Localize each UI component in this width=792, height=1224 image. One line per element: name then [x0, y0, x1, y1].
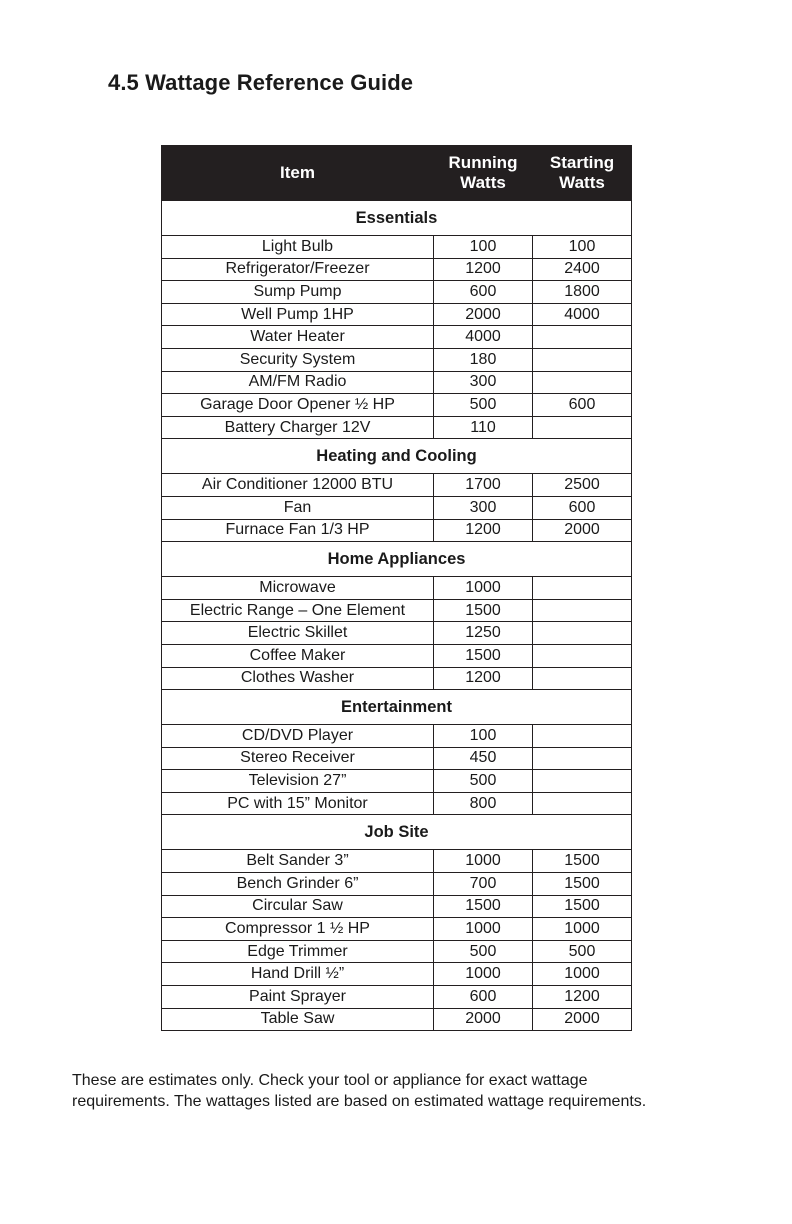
- section-row: [162, 815, 632, 850]
- cell-running-watts: 1500: [434, 599, 533, 622]
- section-row: [162, 542, 632, 577]
- cell-item: Fan: [162, 496, 434, 519]
- cell-running-watts: 700: [434, 873, 533, 896]
- header-running-line1: Running: [448, 153, 518, 172]
- cell-item: Coffee Maker: [162, 644, 434, 667]
- cell-item: Edge Trimmer: [162, 940, 434, 963]
- cell-item: Microwave: [162, 577, 434, 600]
- cell-item: Well Pump 1HP: [162, 303, 434, 326]
- table-row: [162, 873, 632, 896]
- cell-item: Table Saw: [162, 1008, 434, 1031]
- cell-starting-watts: [533, 599, 632, 622]
- cell-item: Battery Charger 12V: [162, 416, 434, 439]
- footnote-line: These are estimates only. Check your tool or appliance for exact wattage: [72, 1072, 588, 1089]
- cell-item: Sump Pump: [162, 281, 434, 304]
- section-title: Essentials: [162, 201, 632, 236]
- table-row: [162, 1008, 632, 1031]
- table-row: [162, 348, 632, 371]
- section-title: Home Appliances: [162, 542, 632, 577]
- cell-starting-watts: 1500: [533, 895, 632, 918]
- cell-starting-watts: [533, 416, 632, 439]
- cell-starting-watts: 1500: [533, 850, 632, 873]
- cell-item: Furnace Fan 1/3 HP: [162, 519, 434, 542]
- header-starting-line1: Starting: [549, 153, 615, 172]
- table-row: [162, 918, 632, 941]
- cell-starting-watts: 1500: [533, 873, 632, 896]
- cell-starting-watts: [533, 326, 632, 349]
- cell-starting-watts: [533, 747, 632, 770]
- table-row: [162, 236, 632, 259]
- cell-starting-watts: 4000: [533, 303, 632, 326]
- cell-starting-watts: [533, 725, 632, 748]
- cell-running-watts: 1000: [434, 577, 533, 600]
- table-row: [162, 644, 632, 667]
- cell-starting-watts: [533, 577, 632, 600]
- section-row: [162, 690, 632, 725]
- header-item: Item: [162, 146, 434, 201]
- table-row: [162, 986, 632, 1009]
- table-row: [162, 622, 632, 645]
- table-row: [162, 394, 632, 417]
- cell-running-watts: 800: [434, 792, 533, 815]
- cell-starting-watts: 600: [533, 394, 632, 417]
- cell-starting-watts: [533, 792, 632, 815]
- cell-running-watts: 1000: [434, 918, 533, 941]
- cell-starting-watts: 2400: [533, 258, 632, 281]
- cell-item: AM/FM Radio: [162, 371, 434, 394]
- cell-running-watts: 2000: [434, 1008, 533, 1031]
- cell-starting-watts: 2500: [533, 474, 632, 497]
- cell-running-watts: 180: [434, 348, 533, 371]
- cell-starting-watts: 1800: [533, 281, 632, 304]
- footnote-line: requirements. The wattages listed are based on estimated wattage requirements.: [72, 1093, 647, 1110]
- table-row: [162, 963, 632, 986]
- cell-starting-watts: 2000: [533, 519, 632, 542]
- cell-running-watts: 1200: [434, 258, 533, 281]
- cell-starting-watts: [533, 667, 632, 690]
- cell-running-watts: 300: [434, 371, 533, 394]
- table-row: [162, 303, 632, 326]
- cell-running-watts: 100: [434, 236, 533, 259]
- cell-item: CD/DVD Player: [162, 725, 434, 748]
- cell-item: Refrigerator/Freezer: [162, 258, 434, 281]
- table-row: [162, 474, 632, 497]
- cell-item: Paint Sprayer: [162, 986, 434, 1009]
- cell-running-watts: 1000: [434, 963, 533, 986]
- cell-running-watts: 500: [434, 940, 533, 963]
- table-row: [162, 940, 632, 963]
- cell-item: Garage Door Opener ½ HP: [162, 394, 434, 417]
- cell-item: Belt Sander 3”: [162, 850, 434, 873]
- cell-running-watts: 300: [434, 496, 533, 519]
- table-row: [162, 747, 632, 770]
- table-row: [162, 416, 632, 439]
- cell-starting-watts: 1000: [533, 918, 632, 941]
- table-row: [162, 258, 632, 281]
- cell-running-watts: 600: [434, 281, 533, 304]
- table-row: [162, 371, 632, 394]
- section-title: Job Site: [162, 815, 632, 850]
- section-title: Heating and Cooling: [162, 439, 632, 474]
- cell-starting-watts: 600: [533, 496, 632, 519]
- table-header-row: [162, 146, 632, 201]
- cell-item: Television 27”: [162, 770, 434, 793]
- cell-starting-watts: [533, 644, 632, 667]
- cell-item: Stereo Receiver: [162, 747, 434, 770]
- cell-item: PC with 15” Monitor: [162, 792, 434, 815]
- cell-running-watts: 500: [434, 394, 533, 417]
- cell-starting-watts: 100: [533, 236, 632, 259]
- cell-starting-watts: 500: [533, 940, 632, 963]
- cell-starting-watts: [533, 770, 632, 793]
- table-row: [162, 850, 632, 873]
- table-body: [162, 201, 632, 1031]
- cell-running-watts: 600: [434, 986, 533, 1009]
- table-row: [162, 577, 632, 600]
- cell-starting-watts: 2000: [533, 1008, 632, 1031]
- table-row: [162, 496, 632, 519]
- header-running-watts: [434, 146, 533, 201]
- cell-item: Water Heater: [162, 326, 434, 349]
- cell-item: Air Conditioner 12000 BTU: [162, 474, 434, 497]
- cell-item: Electric Skillet: [162, 622, 434, 645]
- table-row: [162, 599, 632, 622]
- cell-item: Clothes Washer: [162, 667, 434, 690]
- cell-running-watts: 110: [434, 416, 533, 439]
- footnote: [72, 1070, 742, 1112]
- cell-running-watts: 1000: [434, 850, 533, 873]
- header-starting-watts: [533, 146, 632, 201]
- cell-running-watts: 1500: [434, 644, 533, 667]
- table-row: [162, 770, 632, 793]
- cell-running-watts: 1200: [434, 519, 533, 542]
- section-title: Entertainment: [162, 690, 632, 725]
- cell-running-watts: 1200: [434, 667, 533, 690]
- cell-starting-watts: 1200: [533, 986, 632, 1009]
- section-row: [162, 439, 632, 474]
- cell-starting-watts: [533, 348, 632, 371]
- cell-item: Hand Drill ½”: [162, 963, 434, 986]
- cell-item: Security System: [162, 348, 434, 371]
- cell-item: Circular Saw: [162, 895, 434, 918]
- cell-running-watts: 500: [434, 770, 533, 793]
- cell-starting-watts: 1000: [533, 963, 632, 986]
- page-title: 4.5 Wattage Reference Guide: [108, 70, 414, 95]
- table-row: [162, 519, 632, 542]
- cell-running-watts: 450: [434, 747, 533, 770]
- cell-item: Light Bulb: [162, 236, 434, 259]
- cell-item: Bench Grinder 6”: [162, 873, 434, 896]
- cell-running-watts: 1500: [434, 895, 533, 918]
- table-row: [162, 326, 632, 349]
- table-row: [162, 667, 632, 690]
- table-row: [162, 895, 632, 918]
- cell-running-watts: 4000: [434, 326, 533, 349]
- table-row: [162, 281, 632, 304]
- header-starting-line2: Watts: [559, 173, 605, 192]
- cell-starting-watts: [533, 622, 632, 645]
- table-row: [162, 725, 632, 748]
- cell-running-watts: 2000: [434, 303, 533, 326]
- cell-item: Electric Range – One Element: [162, 599, 434, 622]
- cell-running-watts: 1250: [434, 622, 533, 645]
- section-row: [162, 201, 632, 236]
- cell-running-watts: 1700: [434, 474, 533, 497]
- header-running-line2: Watts: [460, 173, 506, 192]
- cell-item: Compressor 1 ½ HP: [162, 918, 434, 941]
- cell-running-watts: 100: [434, 725, 533, 748]
- wattage-table: [161, 145, 632, 1031]
- table-row: [162, 792, 632, 815]
- cell-starting-watts: [533, 371, 632, 394]
